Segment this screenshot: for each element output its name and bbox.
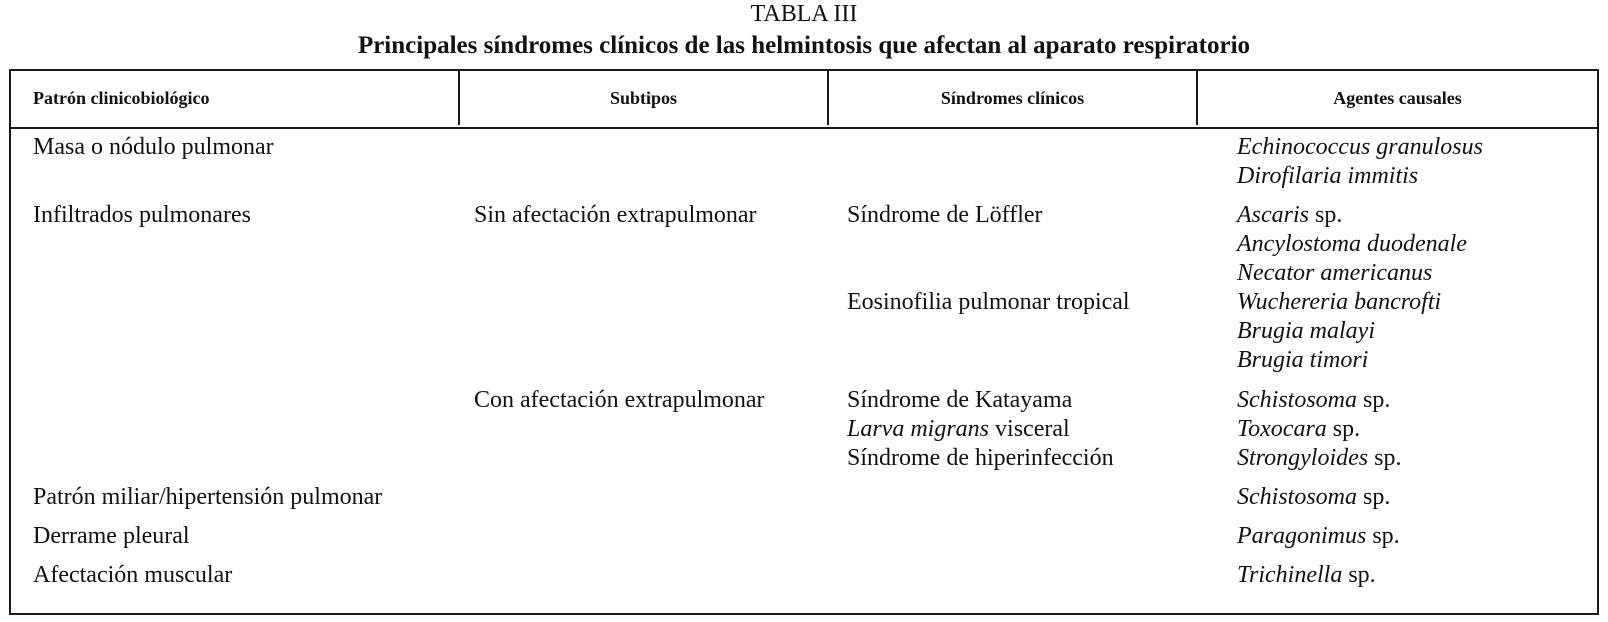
row-syndrome: Síndrome de Katayama [847, 387, 1073, 413]
agent-line: Brugia timori [1237, 347, 1369, 373]
row-syndrome: Síndrome de hiperinfección [847, 445, 1114, 471]
agent-line: Ascaris sp. [1237, 202, 1343, 228]
row-pattern: Derrame pleural [33, 523, 190, 549]
agent-line: Schistosoma sp. [1237, 484, 1391, 510]
row-pattern: Afectación muscular [33, 562, 233, 588]
table-header [11, 71, 1597, 129]
header-sindromes: Síndromes clínicos [940, 88, 1085, 108]
row-syndrome: Eosinofilia pulmonar tropical [847, 289, 1130, 315]
header-patron: Patrón clinicobiológico [33, 88, 210, 108]
table-number: TABLA III [750, 1, 858, 27]
header-agentes: Agentes causales [1333, 88, 1462, 108]
agent-line: Strongyloides sp. [1237, 445, 1402, 471]
table [9, 69, 1599, 615]
row-syndrome: Síndrome de Löffler [847, 202, 1043, 228]
row-pattern: Patrón miliar/hipertensión pulmonar [33, 484, 383, 510]
agent-line: Schistosoma sp. [1237, 387, 1391, 413]
agent-line: Ancylostoma duodenale [1237, 231, 1467, 257]
agent-line: Necator americanus [1237, 260, 1433, 286]
agent-line: Brugia malayi [1237, 318, 1375, 344]
row-subtype: Sin afectación extrapulmonar [474, 202, 757, 228]
agent-line: Trichinella sp. [1237, 562, 1376, 588]
agent-line: Wuchereria bancrofti [1237, 289, 1442, 315]
header-subtipos: Subtipos [609, 88, 678, 108]
row-pattern: Infiltrados pulmonares [33, 202, 251, 228]
agent-line: Paragonimus sp. [1237, 523, 1400, 549]
agent-line: Dirofilaria immitis [1237, 163, 1419, 189]
table-title: Principales síndromes clínicos de las helmintosis que afectan al aparato respiratorio [357, 32, 1251, 59]
row-subtype: Con afectación extrapulmonar [474, 387, 765, 413]
row-pattern: Masa o nódulo pulmonar [33, 134, 274, 160]
agent-line: Echinococcus granulosus [1237, 134, 1483, 160]
row-syndrome: Larva migrans visceral [847, 416, 1070, 442]
agent-line: Toxocara sp. [1237, 416, 1361, 442]
